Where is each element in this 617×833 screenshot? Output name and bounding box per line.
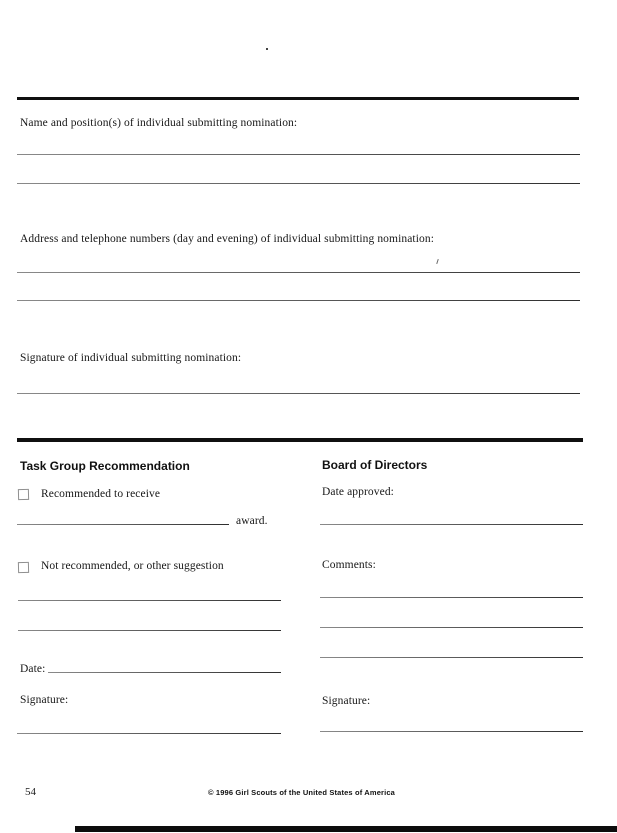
section-divider-rule (17, 97, 579, 100)
comments-label: Comments: (322, 559, 376, 571)
recommended-checkbox[interactable] (18, 489, 29, 500)
writing-line (18, 630, 281, 631)
scan-speck (436, 259, 438, 264)
page-number: 54 (25, 786, 36, 798)
section-divider-rule (17, 438, 583, 442)
board-heading: Board of Directors (322, 458, 428, 472)
scan-speck (266, 48, 268, 50)
writing-line (17, 154, 580, 155)
board-signature-label: Signature: (322, 695, 371, 707)
task-group-signature-label: Signature: (20, 694, 69, 706)
field-label-signature: Signature of individual submitting nomination: (20, 352, 242, 364)
writing-line (17, 183, 580, 184)
writing-line (17, 393, 580, 394)
date-label: Date: (20, 663, 46, 675)
not-recommended-checkbox[interactable] (18, 562, 29, 573)
award-suffix-label: award. (236, 515, 268, 527)
writing-line (17, 300, 580, 301)
scan-edge-band (75, 826, 617, 832)
signature-writing-line (17, 733, 281, 734)
field-label-name-position: Name and position(s) of individual submitting nomination: (20, 117, 298, 129)
date-approved-label: Date approved: (322, 486, 394, 498)
copyright-notice: © 1996 Girl Scouts of the United States of America (208, 788, 395, 797)
recommended-checkbox-label: Recommended to receive (41, 488, 161, 500)
not-recommended-checkbox-label: Not recommended, or other suggestion (41, 560, 224, 572)
writing-line (320, 597, 583, 598)
task-group-heading: Task Group Recommendation (20, 459, 190, 473)
writing-line (320, 657, 583, 658)
field-label-address-telephone: Address and telephone numbers (day and evening) of individual submitting nomination: (20, 233, 435, 245)
writing-line (18, 600, 281, 601)
date-writing-line (48, 672, 281, 673)
signature-writing-line (320, 731, 583, 732)
writing-line (17, 272, 580, 273)
award-writing-line (17, 524, 229, 525)
date-approved-writing-line (320, 524, 583, 525)
writing-line (320, 627, 583, 628)
